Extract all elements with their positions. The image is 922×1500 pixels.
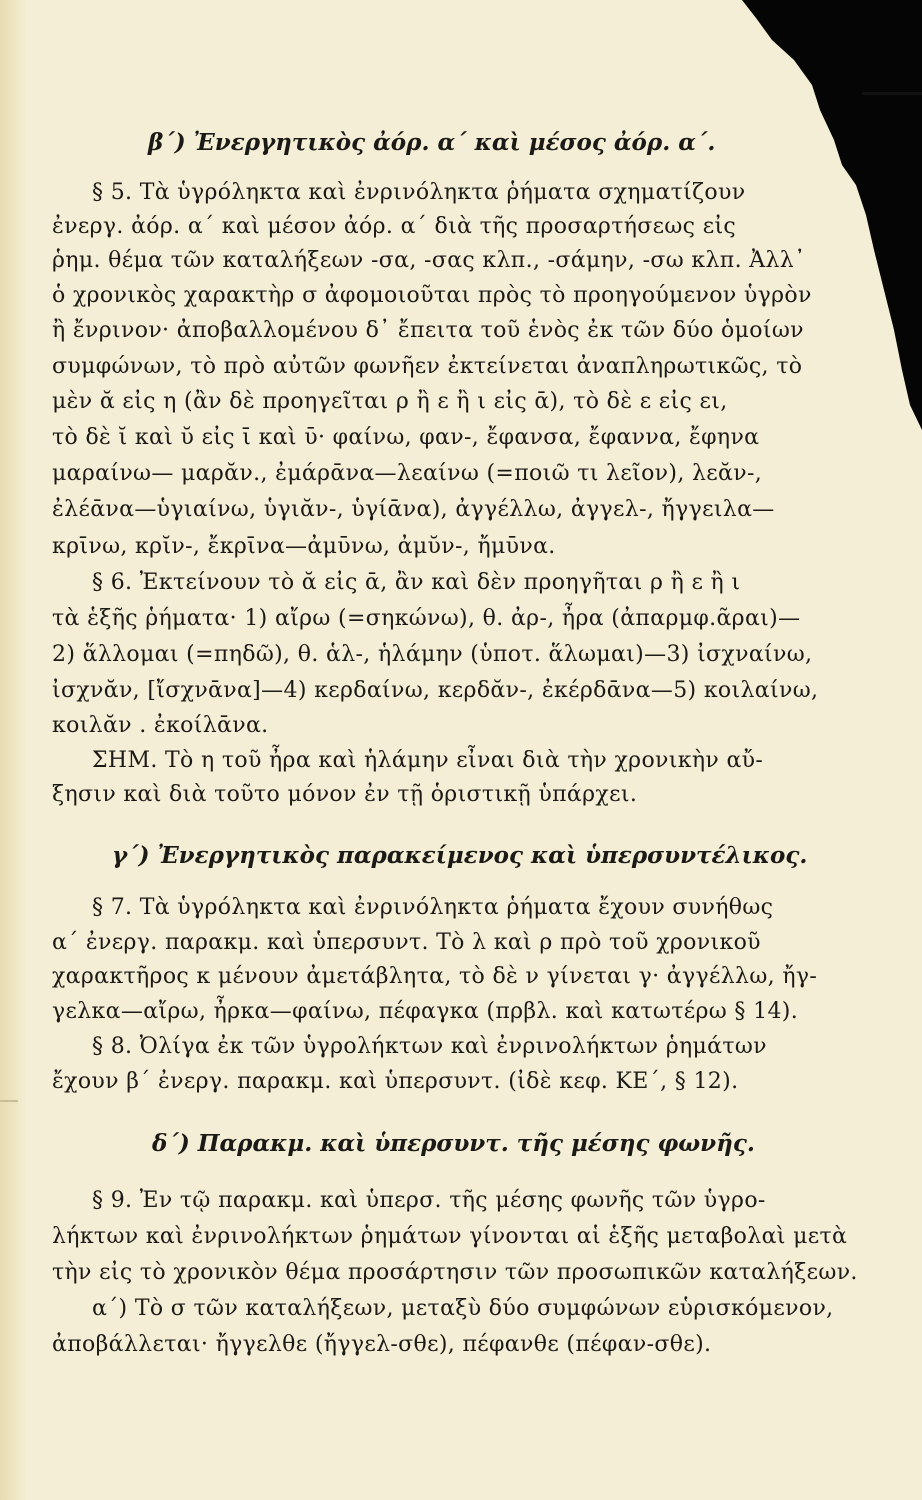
paragraph-6-line-2: τὰ ἑξῆς ῥήματα· 1) αἴρω (=σηκώνω), θ. ἀρ-, ἦρα (ἀπαρμφ.ᾶραι)— <box>52 606 801 631</box>
paragraph-5-line-4: ὁ χρονικὸς χαρακτὴρ σ ἀφομοιοῦται πρὸς τὸ προηγούμενον ὑγρὸν <box>52 283 812 308</box>
heading-delta: δ΄) Παρακμ. καὶ ὑπερσυντ. τῆς μέσης φωνῆς. <box>152 1130 755 1157</box>
paragraph-7-line-2: α΄ ἐνεργ. παρακμ. καὶ ὑπερσυντ. Τὸ λ καὶ ρ πρὸ τοῦ χρονικοῦ <box>52 930 761 955</box>
torn-page-corner <box>742 0 922 430</box>
paragraph-6-line-3: 2) ἅλλομαι (=πηδῶ), θ. ἁλ-, ἡλάμην (ὑποτ. ἅλωμαι)—3) ἰσχναίνω, <box>52 642 813 667</box>
paragraph-8-line-2: ἔχουν β΄ ἐνεργ. παρακμ. καὶ ὑπερσυντ. (ἰδὲ κεφ. ΚΕ΄, § 12). <box>52 1069 739 1094</box>
heading-beta: β΄) Ἐνεργητικὸς ἀόρ. α΄ καὶ μέσος ἀόρ. α΄. <box>148 129 716 156</box>
paragraph-5-line-7: μὲν ᾰ εἰς η (ἂν δὲ προηγεῖται ρ ἢ ε ἢ ι εἰς ᾱ), τὸ δὲ ε εἰς ει, <box>52 389 728 414</box>
note-line-1: ΣΗΜ. Τὸ η τοῦ ἦρα καὶ ἡλάμην εἶναι διὰ τὴν χρονικὴν αὔ- <box>92 748 764 773</box>
paragraph-5-line-9: μαραίνω— μαρᾰν., ἐμάρᾱνα—λεαίνω (=ποιῶ τι λεῖον), λεᾰν-, <box>52 461 763 486</box>
paragraph-9-line-1: § 9. Ἐν τῷ παρακμ. καὶ ὑπερσ. τῆς μέσης φωνῆς τῶν ὑγρο- <box>92 1188 766 1213</box>
paragraph-5-line-3: ῥημ. θέμα τῶν καταλήξεων -σα, -σας κλπ., -σάμην, -σω κλπ. Ἀλλ᾽ <box>52 248 806 273</box>
paragraph-9-line-4: α΄) Τὸ σ τῶν καταλήξεων, μεταξὺ δύο συμφώνων εὑρισκόμενον, <box>92 1296 834 1321</box>
paragraph-8-line-1: § 8. Ὀλίγα ἐκ τῶν ὑγρολήκτων καὶ ἐνρινολήκτων ῥημάτων <box>92 1034 767 1059</box>
paragraph-7-line-4: γελκα—αἴρω, ἦρκα—φαίνω, πέφαγκα (πρβλ. καὶ κατωτέρω § 14). <box>52 999 799 1024</box>
paragraph-6-line-4: ἰσχνᾰν, [ἴσχνᾱνα]—4) κερδαίνω, κερδᾰν-, ἐκέρδᾱνα—5) κοιλαίνω, <box>52 678 819 703</box>
paragraph-5-line-10: ἐλέᾱνα—ὑγιαίνω, ὑγιᾰν-, ὑγίᾱνα), ἀγγέλλω, ἀγγελ-, ἤγγειλα— <box>52 497 775 522</box>
page-edge-mark <box>0 1100 18 1102</box>
heading-gamma: γ΄) Ἐνεργητικὸς παρακείμενος καὶ ὑπερσυντέλικος. <box>112 842 808 869</box>
paragraph-6-line-5: κοιλᾰν . ἐκοίλᾱνα. <box>52 713 269 738</box>
paragraph-9-line-2: λήκτων καὶ ἐνρινολήκτων ῥημάτων γίνονται αἱ ἑξῆς μεταβολαὶ μετὰ <box>52 1224 848 1249</box>
note-line-2: ξησιν καὶ διὰ τοῦτο μόνον ἐν τῇ ὁριστικῇ ὑπάρχει. <box>52 782 638 807</box>
paragraph-5-line-6: συμφώνων, τὸ πρὸ αὐτῶν φωνῆεν ἐκτείνεται ἀναπληρωτικῶς, τὸ <box>52 354 803 379</box>
paragraph-5-line-11: κρῑνω, κρῐν-, ἔκρῑνα—ἀμῡνω, ἀμῠν-, ἤμῡνα. <box>52 534 556 559</box>
paragraph-5-line-8: τὸ δὲ ῐ καὶ ῠ εἰς ῑ καὶ ῡ· φαίνω, φαν-, ἔφανσα, ἔφαννα, ἔφηνα <box>52 425 760 450</box>
page-binding-shadow <box>0 0 26 1500</box>
paragraph-5-line-1: § 5. Τὰ ὑγρόληκτα καὶ ἐνρινόληκτα ῥήματα σχηματίζουν <box>92 180 746 205</box>
paragraph-7-line-3: χαρακτῆρος κ μένουν ἀμετάβλητα, τὸ δὲ ν γίνεται γ· ἀγγέλλω, ἤγ- <box>52 964 818 989</box>
paragraph-9-line-5: ἀποβάλλεται· ἤγγελθε (ἤγγελ-σθε), πέφανθε (πέφαν-σθε). <box>52 1332 712 1357</box>
margin-dash <box>862 92 922 95</box>
paragraph-5-line-5: ἢ ἔνρινον· ἀποβαλλομένου δ᾽ ἔπειτα τοῦ ἑνὸς ἐκ τῶν δύο ὁμοίων <box>52 318 804 343</box>
paragraph-7-line-1: § 7. Τὰ ὑγρόληκτα καὶ ἐνρινόληκτα ῥήματα ἔχουν συνήθως <box>92 895 774 920</box>
paragraph-5-line-2: ἐνεργ. ἀόρ. α΄ καὶ μέσον ἀόρ. α΄ διὰ τῆς προσαρτήσεως εἰς <box>52 214 737 239</box>
paragraph-9-line-3: τὴν εἰς τὸ χρονικὸν θέμα προσάρτησιν τῶν προσωπικῶν καταλήξεων. <box>52 1260 858 1285</box>
paragraph-6-line-1: § 6. Ἐκτείνουν τὸ ᾰ εἰς ᾱ, ἂν καὶ δὲν προηγῆται ρ ἢ ε ἢ ι <box>92 570 741 595</box>
